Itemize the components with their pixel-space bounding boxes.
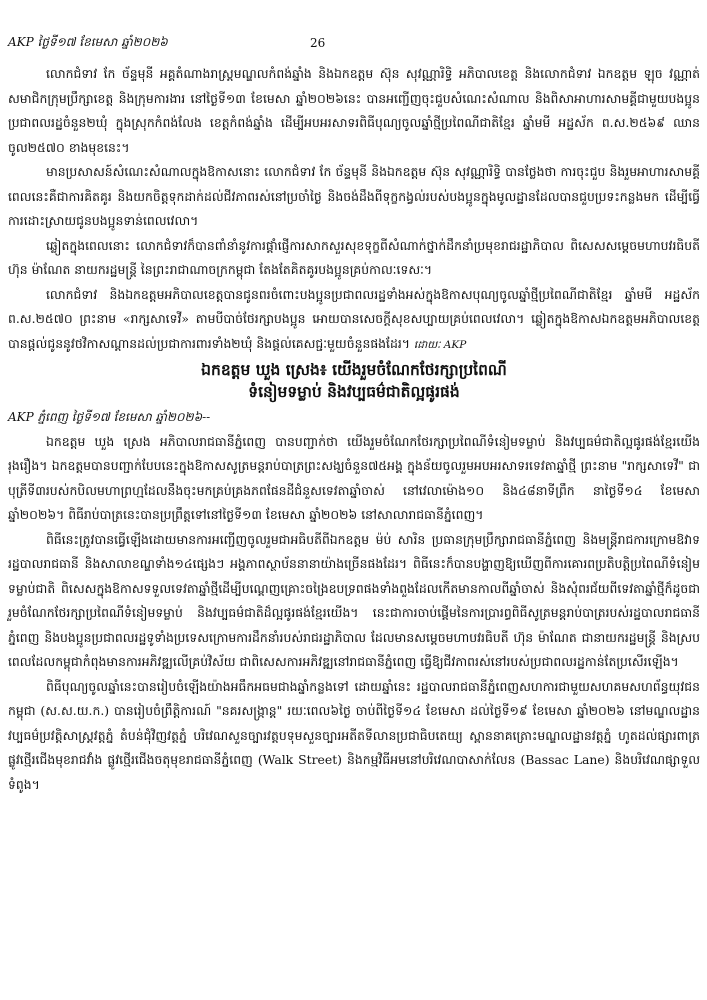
article2-paragraph-3: ពិធីបុណ្យចូលឆ្នាំនេះបានរៀបចំឡើងយ៉ាងអធឹកអធមជាងឆ្នាំកន្លងទៅ ដោយឆ្នាំនេះ រដ្ឋបាលរាជធានីភ្នំពេញសហការជាមួយសហគមសហព័ន្ធយុវជនកម្ពុជា (ស.ស.យ.ក.) បានរៀបចំព្រឹត្តិការណ៍ "នគរសង្ក្រាន្ត" រយៈពេល៦ថ្ងៃ ចាប់ពីថ្ងៃទី១៤ ខែមេសា ដល់ថ្ងៃទី១៩ ខែមេសា ឆ្នាំ២០២៦ នៅមណ្ឌលដ្ឋានវប្បធម៌ប្រវត្តិសាស្ត្រវត្តភ្នំ តំបន់ជុំវិញវត្តភ្នំ បរិវេណសួនច្បារវត្តបទុមសួនច្បារអតីតទីលានប្រជាធិបតេយ្យ ស្ពាននាគត្រោះមណ្ឌលដ្ឋានវត្តភ្នំ ហូតដល់ផ្សារពាត្រ ផ្លូវថ្មើរជើងមុខរាជវាំង ផ្លូវថ្មើរជើងចតុមុខរាជធានីភ្នំពេញ (Walk Street) និងកម្មវិធីអមនៅបរិវេណបាសាក់លែន (Bassac Lane) និងបរិវេណផ្សាទួលទំពូង។ bbox=[8, 678, 700, 792]
article1-paragraph-2: មានប្រសាសន៍សំណេះសំណាលក្នុងឱកាសនោះ លោកជំទាវ កែ ច័ន្ទមុនី និងឯកឧត្តម ស៊ុន សុវណ្ណារិទ្ធិ បានថ្លែងថា ការចុះជួប និងរួមអាហារសាមគ្គីពេលនេះគឺជាការគិតគូរ និងយកចិត្តទុកដាក់ដល់ជីវភាពរស់នៅប្រចាំថ្ងៃ និងចង់ដឹងពីទុក្ខកង្វល់របស់បងប្អូនក្នុងមូលដ្ឋានដែលបានជួបប្រទះកន្លងមក ដើម្បីធ្វើការដោះស្រាយជូនបងប្អូនទាន់ពេលវេលា។ bbox=[8, 164, 700, 228]
article1-paragraph-1: លោកជំទាវ កែ ច័ន្ទមុនី អគ្គតំណាងរាស្រ្តមណ្ឌលកំពង់ឆ្នាំង និងឯកឧត្តម ស៊ុន សុវណ្ណារិទ្ធិ អភិបាលខេត្ត និងលោកជំទាវ ឯកឧត្តម ឡុច វណ្ណាត់ សមាជិកក្រុមប្រឹក្សាខេត្ត និងក្រុមការងារ នៅថ្ងៃទី១៣ ខែមេសា ឆ្នាំ២០២៦នេះ បានអញ្ជើញចុះជួបសំណេះសំណាល និងពិសាអាហារសាមគ្គីជាមួយបងប្អូនប្រជាពលរដ្ឋចំនួន២ឃុំ ក្នុងស្រុកកំពង់លែង ខេត្តកំពង់ឆ្នាំង ដើម្បីអបអរសាទរពិធីបុណ្យចូលឆ្នាំថ្មីប្រពៃណីជាតិខ្មែរ ឆ្នាំមមី អដ្ឋស័ក ព.ស.២៥៦៩ ឈានចូល២៥៧០ ខាងមុខនេះ។ bbox=[8, 66, 700, 155]
document-page bbox=[8, 0, 700, 1000]
article2-paragraph-2: ពិធីនេះត្រូវបានធ្វើឡើងដោយមានការអញ្ជើញចូលរួមជាអធិបតីពីឯកឧត្តម ម៉ប់ សារិន ប្រធានក្រុមប្រឹក្សារាជធានីភ្នំពេញ និងមន្ត្រីរាជការក្រោមឱវាទរដ្ឋបាលរាជធានី និងសាលាខណ្ឌទាំង១៤ផ្សេងៗ អង្គភាពស្ថាប័ននានាយ៉ាងច្រើនផងដែរ។ ពិធីនេះក៏បានបង្ហាញឱ្យឃើញពីការគោរពប្រតិបត្តិប្រពៃណីទំនៀមទម្លាប់ជាតិ ពិសេសក្នុងឱកាសទទួលទេវតាឆ្នាំថ្មីដើម្បីបណ្តេញគ្រោះចង្រៃឧបទ្រពផងទាំងពួងដែលកើតមានកាលពីឆ្នាំចាស់ និងសុំពរជ័យពីទេវតាឆ្នាំថ្មីក៏ដូចជារួមចំណែកថែរក្សាប្រពៃណីទំនៀមទម្លាប់ និងវប្បធម៌ជាតិដ៏ល្អផូរផង់ខ្មែរយើង។ នេះជាការចាប់ផ្តើមនៃការប្រារព្ធពិធីសូត្រមន្តរាប់បាត្ររបស់រដ្ឋបាលរាជធានីភ្នំពេញ និងបងប្អូនប្រជាពលរដ្ឋទូទាំងប្រទេសក្រោមការដឹកនាំរបស់រាជរដ្ឋាភិបាល ដែលមានសម្តេចមហាបវរធិបតី ហ៊ុន ម៉ាណែត ជានាយករដ្ឋមន្ត្រី និងស្របពេលដែលកម្ពុជាកំពុងមានការអភិវឌ្ឍលើគ្រប់វិស័យ ជាពិសេសការអភិវឌ្ឍនៅរាជធានីភ្នំពេញ ធ្វើឱ្យជីវភាពរស់នៅរបស់ប្រជាពលរដ្ឋកាន់តែប្រសើរឡើង។ bbox=[8, 531, 700, 669]
page-header: AKP ថ្ងៃទី១៧ ខែមេសា ឆ្នាំ២០២៦ bbox=[8, 35, 168, 49]
article1-paragraph-3: ឆ្លៀតក្នុងពេលនោះ លោកជំទាវក៏បានពាំនាំនូវការផ្តាំផ្ញើការសាកសួរសុខទុក្ខពីសំណាក់ថ្នាក់ដឹកនាំប្រមុខរាជរដ្ឋាភិបាល ពិសេសសម្តេចមហាបវរធិបតី ហ៊ុន ម៉ាណែត នាយករដ្ឋមន្ត្រី នៃព្រះរាជាណាចក្រកម្ពុជា តែងតែគិតគូរបងប្អូនគ្រប់កាលៈទេសៈ។ bbox=[8, 237, 700, 277]
article2-paragraph-1: ឯកឧត្តម ឃួង ស្រេង អភិបាលរាជធានីភ្នំពេញ បានបញ្ជាក់ថា យើងរួមចំណែកថែរក្សាប្រពៃណីទំនៀមទម្លាប់ និងវប្បធម៌ជាតិល្អផូរផង់ខ្មែរយើងរុងរឿង។ ឯកឧត្តមបានបញ្ជាក់បែបនេះក្នុងឱកាសសូត្រមន្តរាប់បាត្រព្រះសង្ឃចំនួន៧៥អង្គ ក្នុងន័យចូលរួមអបអរសាទរទេវតាឆ្នាំថ្មី ព្រះនាម "រាក្សសាទេវី" ជាបុត្រីទី៣របស់កបិលមហាព្រហ្មដែលនឹងចុះមកគ្រប់គ្រងភពផែនដីជំនួសទេវតាឆ្នាំចាស់ នៅវេលាម៉ោង១០ និង៤៨នាទីព្រឹក នាថ្ងៃទី១៤ ខែមេសា ឆ្នាំ២០២៦។ ពិធីរាប់បាត្រនេះបានប្រព្រឹត្តទៅនៅថ្ងៃទី១៣ ខែមេសា ឆ្នាំ២០២៦ នៅសាលារាជធានីភ្នំពេញ។ bbox=[8, 433, 700, 522]
article2-headline-line1: ឯកឧត្តម ឃួង ស្រេង៖ យើងរួមចំណែកថែរក្សាប្រពៃណី bbox=[201, 360, 507, 379]
page-number: 26 bbox=[310, 36, 326, 50]
article1-byline: ដោយៈ AKP bbox=[413, 338, 467, 351]
article2-headline-line2: ទំនៀមទម្លាប់ និងវប្បធម៌ជាតិល្អផូរផង់ bbox=[248, 382, 460, 401]
article2-headline bbox=[8, 359, 700, 403]
article2-dateline: AKP ភ្នំពេញ ថ្ងៃទី១៧ ខែមេសា ឆ្នាំ២០២៦-- bbox=[8, 410, 211, 424]
article1-paragraph-4 bbox=[8, 283, 700, 358]
article1-paragraph-4-text: លោកជំទាវ និងឯកឧត្តមអភិបាលខេត្តបានជូនពរចំពោះបងប្អូនប្រជាពលរដ្ឋទាំងអស់ក្នុងឱកាសបុណ្យចូលឆ្នាំថ្មីប្រពៃណីជាតិខ្មែរ ឆ្នាំមមី អដ្ឋស័ក ព.ស.២៥៧០ ព្រះនាម «រាក្សសាទេវី» តាមបីបាច់ថែរក្សាបងប្អូន អោយបានសេចក្តីសុខសប្បាយគ្រប់ពេលវេលា។ ឆ្លៀតក្នុងឱកាសឯកឧត្តមអភិបាលខេត្តបានផ្តល់ជូននូវថវិកាសណ្តានដល់ប្រជាការពារទាំង២ឃុំ និងផ្តល់គេសជ្ជៈមួយចំនួនផងដែរ។ bbox=[8, 286, 700, 351]
document-body bbox=[8, 62, 700, 797]
